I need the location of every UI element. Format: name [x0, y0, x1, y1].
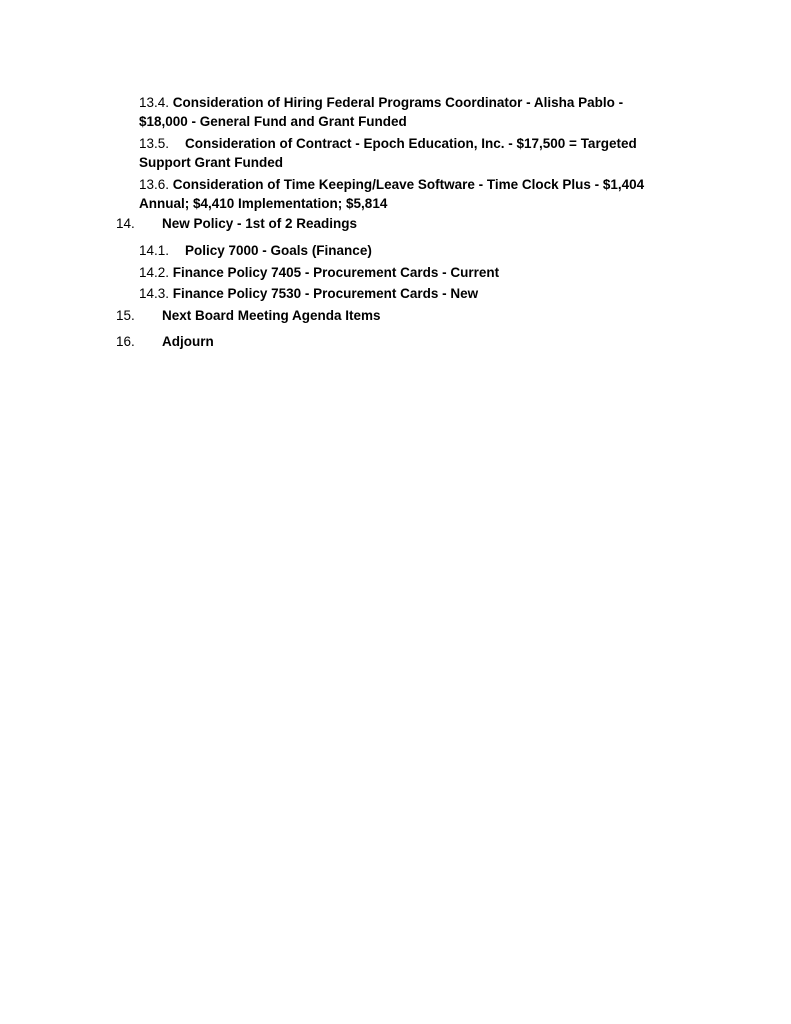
agenda-item-number: 14.1.	[139, 243, 170, 258]
agenda-item-number: 13.6.	[139, 177, 170, 192]
agenda-item-13-6-continuation: Annual; $4,410 Implementation; $5,814	[139, 196, 388, 211]
agenda-item-number: 13.4.	[139, 95, 170, 110]
agenda-item-text: Next Board Meeting Agenda Items	[162, 308, 381, 323]
agenda-item-13-5-continuation: Support Grant Funded	[139, 155, 283, 170]
agenda-item-number: 14.3.	[139, 286, 170, 301]
agenda-item-text: Policy 7000 - Goals (Finance)	[185, 243, 372, 258]
agenda-item-13-5	[139, 134, 637, 153]
agenda-item-text: Adjourn	[162, 334, 214, 349]
agenda-item-number: 16.	[116, 334, 135, 349]
agenda-item-14	[116, 214, 357, 233]
agenda-item-14-3	[139, 284, 478, 303]
agenda-item-text: Consideration of Hiring Federal Programs Coordinator - Alisha Pablo -	[172, 95, 624, 110]
agenda-item-text: New Policy - 1st of 2 Readings	[162, 216, 358, 231]
agenda-item-13-6	[139, 175, 644, 194]
agenda-item-16	[116, 332, 214, 351]
agenda-item-text: Finance Policy 7405 - Procurement Cards - Current	[172, 265, 500, 280]
agenda-item-number: 13.5.	[139, 136, 170, 151]
agenda-item-text: Consideration of Time Keeping/Leave Software - Time Clock Plus - $1,404	[172, 177, 645, 192]
agenda-item-number: 15.	[116, 308, 135, 323]
agenda-item-14-2	[139, 263, 499, 282]
agenda-item-text: Consideration of Contract - Epoch Education, Inc. - $17,500 = Targeted	[185, 136, 637, 151]
agenda-item-14-1	[139, 241, 372, 260]
agenda-item-13-4	[139, 93, 623, 112]
agenda-item-13-4-continuation: $18,000 - General Fund and Grant Funded	[139, 114, 407, 129]
agenda-item-15	[116, 306, 381, 325]
agenda-item-text: Finance Policy 7530 - Procurement Cards - New	[172, 286, 479, 301]
agenda-item-number: 14.	[116, 216, 135, 231]
agenda-item-number: 14.2.	[139, 265, 170, 280]
